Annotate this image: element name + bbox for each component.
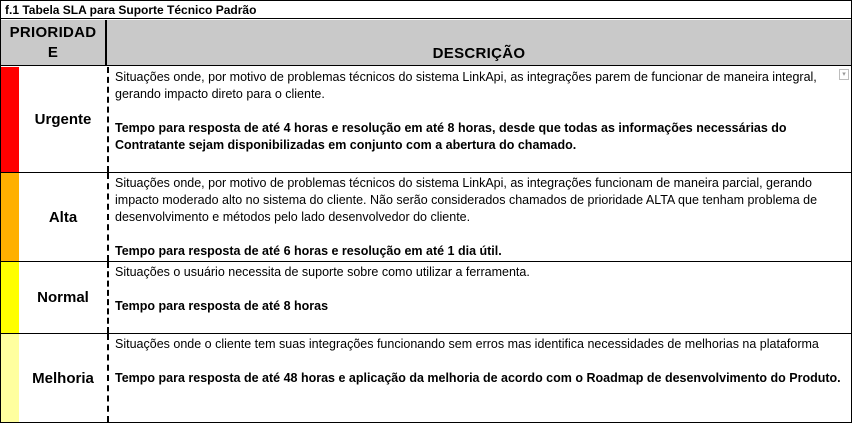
priority-label: Normal	[37, 289, 89, 306]
sla-text: Tempo para resposta de até 4 horas e resolução em até 8 horas, desde que todas as informações necessárias do Contratante sejam disponibilizadas em conjunto com a abertura do chamado.	[115, 121, 787, 152]
priority-color-bar	[1, 334, 19, 422]
table-row	[1, 67, 851, 173]
description-text: Situações onde o cliente tem suas integrações funcionando sem erros mas identifica necessidades de melhorias na plataforma	[115, 337, 819, 351]
description-cell	[107, 67, 851, 172]
description-text: Situações onde, por motivo de problemas técnicos do sistema LinkApi, as integrações parem de funcionar de maneira integral, gerando impacto direto para o cliente.	[115, 70, 817, 101]
sla-text: Tempo para resposta de até 48 horas e aplicação da melhoria de acordo com o Roadmap de desenvolvimento do Produto.	[115, 371, 841, 385]
priority-label: Alta	[48, 208, 78, 226]
description-text: Situações onde, por motivo de problemas técnicos do sistema LinkApi, as integrações funcionam de maneira parcial, gerando impacto moderado alto no sistema do cliente. Não serão considerados chamados de prioridade ALTA que tenham problema de desenvolvimento e métodos pelo lado desenvolvedor do cliente.	[115, 176, 818, 224]
description-cell	[107, 334, 851, 422]
description-column-header: DESCRIÇÃO	[107, 20, 851, 66]
priority-color-bar	[1, 262, 19, 333]
description-text: Situações o usuário necessita de suporte sobre como utilizar a ferramenta.	[115, 265, 530, 279]
priority-label: Urgente	[34, 111, 92, 128]
priority-header-label: PRIORIDADE	[9, 24, 97, 61]
description-cell	[107, 173, 851, 261]
table-title: f.1 Tabela SLA para Suporte Técnico Padrão	[1, 1, 851, 19]
priority-label: Melhoria	[32, 369, 94, 387]
priority-column-header	[1, 20, 107, 66]
sla-text: Tempo para resposta de até 8 horas	[115, 299, 329, 313]
table-row	[1, 262, 851, 334]
description-cell	[107, 262, 851, 333]
filter-dropdown-icon[interactable]: ▾	[839, 69, 849, 80]
table-row	[1, 334, 851, 422]
table-row	[1, 173, 851, 262]
priority-color-bar	[1, 173, 19, 261]
sla-text: Tempo para resposta de até 6 horas e resolução em até 1 dia útil.	[115, 244, 502, 258]
priority-color-bar	[1, 67, 19, 172]
